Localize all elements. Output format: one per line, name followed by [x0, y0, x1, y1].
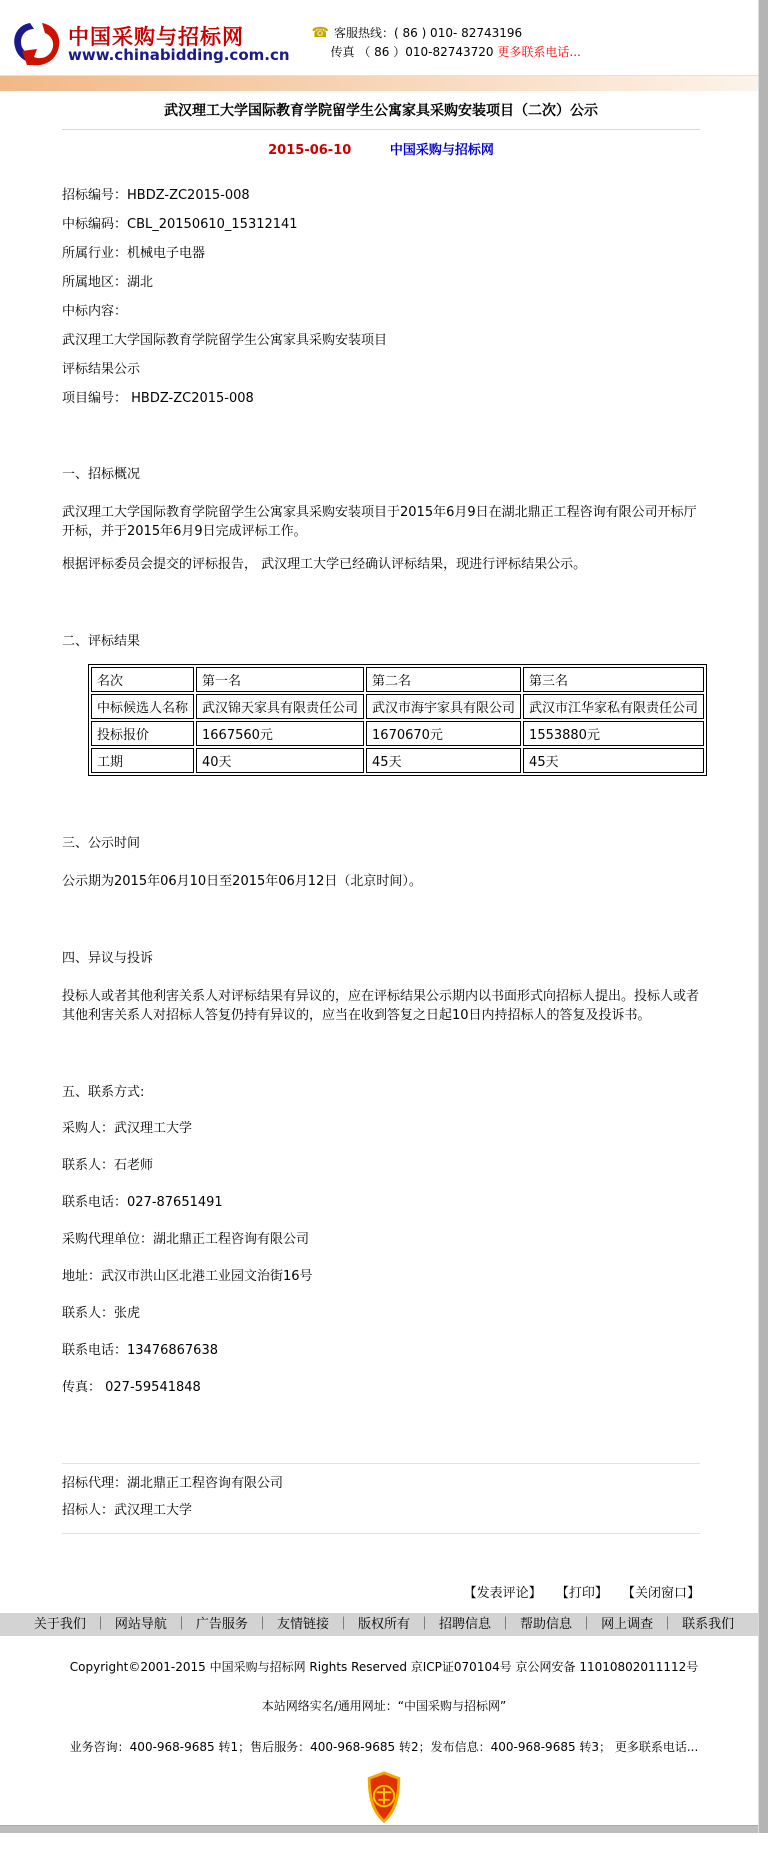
site-name: 中国采购与招标网: [68, 25, 244, 50]
footer-nav-copyright[interactable]: 版权所有: [357, 1617, 410, 1632]
purchaser-line: 采购人：武汉理工大学: [62, 1121, 193, 1136]
nav-separator: ｜: [661, 1617, 675, 1632]
post-comment-button[interactable]: 【发表评论】: [463, 1586, 542, 1601]
scrollbar-track[interactable]: [758, 0, 768, 1833]
table-row: [91, 694, 704, 719]
table-cell: 中标候选人名称: [91, 694, 194, 719]
nav-separator: ｜: [499, 1617, 513, 1632]
footer-nav-jobs[interactable]: 招聘信息: [439, 1617, 492, 1632]
more-phones-link[interactable]: 更多联系电话...: [497, 45, 581, 59]
divider: [62, 1463, 700, 1464]
page-header: [0, 0, 768, 75]
divider: [62, 1533, 700, 1534]
agency-contact-person-line: 联系人：张虎: [62, 1306, 141, 1321]
section-heading-publicity-time: 三、公示时间: [62, 836, 141, 851]
contact-person-line: 联系人：石老师: [62, 1158, 154, 1173]
section-heading-results: 二、评标结果: [62, 634, 141, 649]
project-name-line: 武汉理工大学国际教育学院留学生公寓家具采购安装项目: [62, 333, 388, 348]
fax-line: 传真： 027-59541848: [62, 1380, 201, 1395]
copyright-line: Copyright©2001-2015 中国采购与招标网 Rights Reserved 京ICP证070104号 京公网安备 11010802011112号: [69, 1660, 699, 1674]
table-cell: 1667560元: [196, 721, 364, 746]
agency-contact-phone-line: 联系电话：13476867638: [62, 1343, 218, 1358]
region-line: 所属地区：湖北: [62, 275, 154, 290]
article-body: [0, 100, 768, 1601]
close-window-button[interactable]: 【关闭窗口】: [621, 1586, 700, 1601]
nav-separator: ｜: [174, 1617, 188, 1632]
result-title-line: 评标结果公示: [62, 362, 141, 377]
fax-text: 传真 （ 86 ）010-82743720: [330, 45, 494, 59]
results-table: [88, 664, 707, 776]
article-actions: [62, 1582, 700, 1601]
table-cell: 武汉市海宇家具有限公司: [366, 694, 521, 719]
publish-date: 2015-06-10: [268, 143, 352, 158]
footer-nav-ads[interactable]: 广告服务: [195, 1617, 248, 1632]
logo-icon: [10, 20, 62, 70]
table-cell: 45天: [523, 748, 704, 773]
section-heading-contacts: 五、联系方式:: [62, 1085, 145, 1100]
address-line: 地址：武汉市洪山区北港工业园文治街16号: [62, 1269, 313, 1284]
contact-phone-line: 联系电话：027-87651491: [62, 1195, 223, 1210]
footer-nav-contact[interactable]: 联系我们: [682, 1617, 735, 1632]
table-cell: 40天: [196, 748, 364, 773]
signature-agency-line: 招标代理：湖北鼎正工程咨询有限公司: [62, 1476, 284, 1491]
site-url: www.chinabidding.com.cn: [68, 46, 290, 65]
table-cell: 投标报价: [91, 721, 194, 746]
table-cell: 武汉锦天家具有限责任公司: [196, 694, 364, 719]
industry-line: 所属行业：机械电子电器: [62, 246, 206, 261]
realname-line: 本站网络实名/通用网址：“中国采购与招标网”: [261, 1699, 507, 1713]
content-label-line: 中标内容：: [62, 304, 128, 319]
footer-nav-survey[interactable]: 网上调查: [601, 1617, 654, 1632]
nav-separator: ｜: [336, 1617, 350, 1632]
nav-separator: ｜: [93, 1617, 107, 1632]
site-logo[interactable]: [10, 20, 290, 70]
table-cell: 第三名: [523, 667, 704, 692]
table-cell: 工期: [91, 748, 194, 773]
footer-nav-links[interactable]: 友情链接: [276, 1617, 329, 1632]
agency-line: 采购代理单位：湖北鼎正工程咨询有限公司: [62, 1232, 310, 1247]
bid-number-line: 招标编号：HBDZ-ZC2015-008: [62, 188, 250, 203]
nav-separator: ｜: [580, 1617, 594, 1632]
section-heading-overview: 一、招标概况: [62, 467, 141, 482]
nav-separator: ｜: [255, 1617, 269, 1632]
header-contact: [312, 20, 581, 62]
divider: [62, 129, 700, 130]
contact-block: [62, 1121, 700, 1396]
objection-paragraph: 投标人或者其他利害关系人对评标结果有异议的，应在评标结果公示期内以书面形式向招标人提出。投标人或者其他利害关系人对招标人答复仍持有异议的，应当在收到答复之日起10日内持招标人的答复及投诉书。: [62, 989, 700, 1023]
table-cell: 1553880元: [523, 721, 704, 746]
table-cell: 1670670元: [366, 721, 521, 746]
signature-tenderee-line: 招标人：武汉理工大学: [62, 1503, 193, 1518]
overview-paragraph: 武汉理工大学国际教育学院留学生公寓家具采购安装项目于2015年6月9日在湖北鼎正工程咨询有限公司开标厅开标，并于2015年6月9日完成评标工作。: [62, 505, 697, 539]
footer-nav-about[interactable]: 关于我们: [33, 1617, 86, 1632]
footer-nav: [0, 1613, 768, 1636]
overview-paragraph-2: 根据评标委员会提交的评标报告， 武汉理工大学已经确认评标结果，现进行评标结果公示。: [62, 557, 587, 572]
signature-block: [62, 1476, 700, 1519]
hotline-text: 客服热线：( 86 ) 010- 82743196: [333, 26, 523, 40]
table-cell: 第二名: [366, 667, 521, 692]
publicity-time-paragraph: 公示期为2015年06月10日至2015年06月12日（北京时间）。: [62, 874, 422, 889]
table-cell: 武汉市江华家私有限责任公司: [523, 694, 704, 719]
table-row: [91, 667, 704, 692]
meta-block: [62, 188, 700, 407]
table-cell: 45天: [366, 748, 521, 773]
table-cell: 第一名: [196, 667, 364, 692]
print-button[interactable]: 【打印】: [555, 1586, 608, 1601]
service-phones-line: 业务咨询：400-968-9685 转1；售后服务：400-968-9685 转2；发布信息：400-968-9685 转3； 更多联系电话...: [69, 1740, 699, 1754]
source-link[interactable]: 中国采购与招标网: [389, 143, 494, 158]
table-row: [91, 721, 704, 746]
phone-icon: ☎: [311, 25, 329, 41]
section-heading-objection: 四、异议与投诉: [62, 951, 154, 966]
footer-nav-help[interactable]: 帮助信息: [520, 1617, 573, 1632]
win-code-line: 中标编码：CBL_20150610_15312141: [62, 217, 298, 232]
table-row: [91, 748, 704, 773]
date-source-row: [62, 139, 700, 158]
orange-divider-bar: [0, 75, 768, 91]
gongshang-badge-icon[interactable]: [365, 1771, 403, 1827]
project-number-line: 项目编号： HBDZ-ZC2015-008: [62, 391, 254, 406]
table-cell: 名次: [91, 667, 194, 692]
nav-separator: ｜: [418, 1617, 432, 1632]
footer-nav-sitemap[interactable]: 网站导航: [114, 1617, 167, 1632]
page-title: 武汉理工大学国际教育学院留学生公寓家具采购安装项目（二次）公示: [164, 103, 598, 119]
